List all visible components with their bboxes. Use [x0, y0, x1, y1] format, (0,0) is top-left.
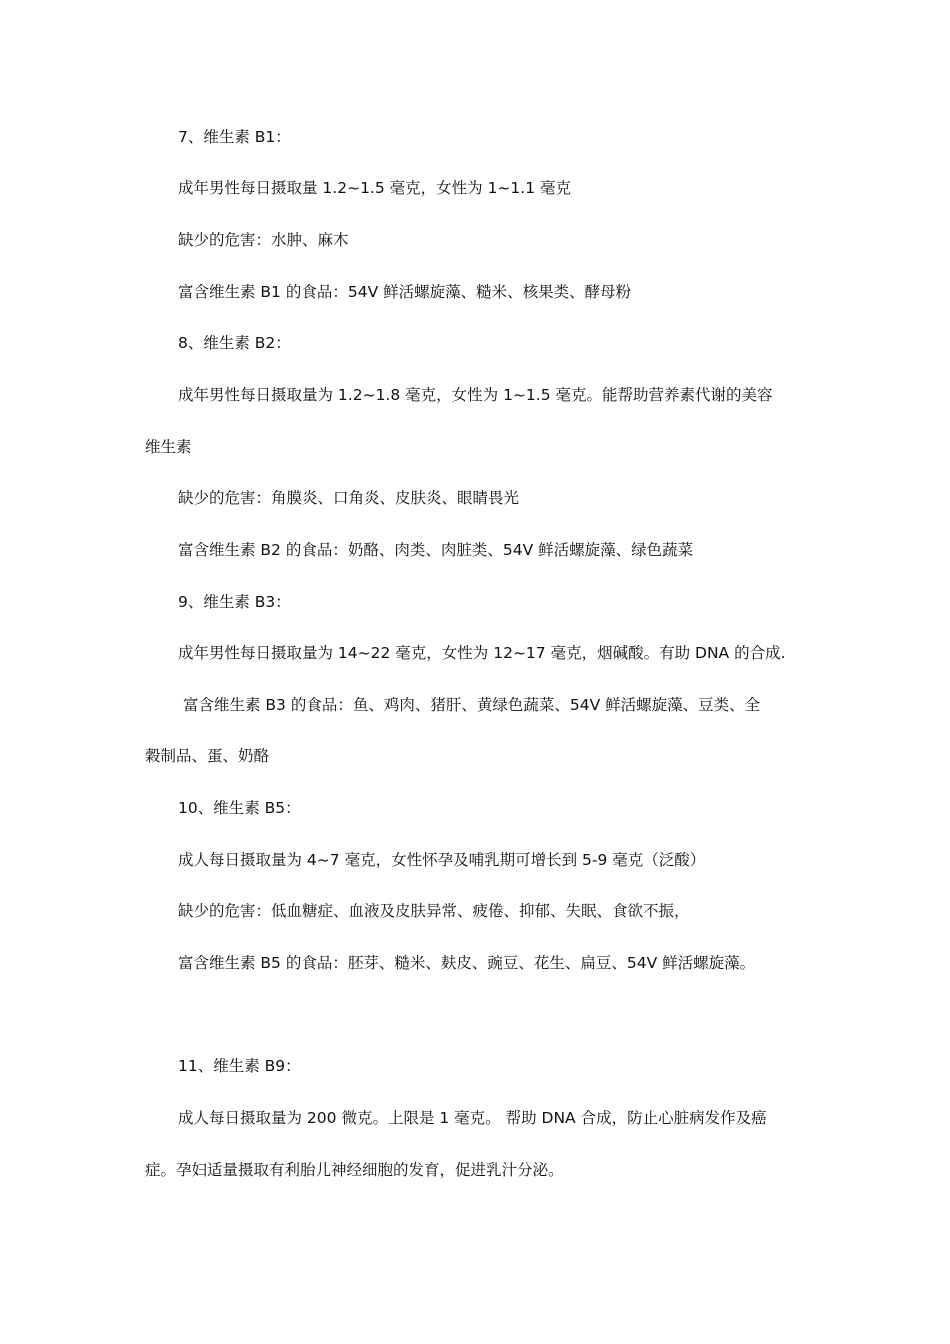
paragraph-line: 成年男性每日摄取量为 14~22 毫克，女性为 12~17 毫克，烟碱酸。有助 DNA 的合成. [178, 644, 786, 662]
paragraph-line: 成人每日摄取量为 200 微克。上限是 1 毫克。 帮助 DNA 合成，防止心脏病发作及癌 [178, 1109, 767, 1127]
paragraph-line: 症。孕妇适量摄取有利胎儿神经细胞的发育，促进乳汁分泌。 [145, 1161, 564, 1179]
section-heading: 10、维生素 B5： [178, 799, 301, 817]
paragraph-line: 缺少的危害：低血糖症、血液及皮肤异常、疲倦、抑郁、失眠、食欲不振， [178, 902, 690, 920]
paragraph-line: 成年男性每日摄取量为 1.2~1.8 毫克，女性为 1~1.5 毫克。能帮助营养素代谢的美容 [178, 386, 773, 404]
section-heading: 8、维生素 B2： [178, 334, 291, 352]
section-heading: 9、维生素 B3： [178, 593, 291, 611]
paragraph-line: 富含维生素 B5 的食品：胚芽、糙米、麸皮、豌豆、花生、扁豆、54V 鲜活螺旋藻。 [178, 954, 756, 972]
paragraph-line: 富含维生素 B1 的食品：54V 鲜活螺旋藻、糙米、核果类、酵母粉 [178, 283, 632, 301]
section-heading: 11、维生素 B9： [178, 1057, 301, 1075]
section-heading: 7、维生素 B1： [178, 128, 291, 146]
paragraph-line: 维生素 [145, 438, 192, 456]
paragraph-line: 成人每日摄取量为 4~7 毫克，女性怀孕及哺乳期可增长到 5-9 毫克（泛酸） [178, 851, 706, 869]
paragraph-line: 穀制品、蛋、奶酪 [145, 747, 270, 765]
paragraph-line: 富含维生素 B2 的食品：奶酪、肉类、肉脏类、54V 鲜活螺旋藻、绿色蔬菜 [178, 541, 694, 559]
paragraph-line: 缺少的危害：水肿、麻木 [178, 231, 349, 249]
paragraph-line: 成年男性每日摄取量 1.2~1.5 毫克，女性为 1~1.1 毫克 [178, 179, 571, 197]
paragraph-line: 缺少的危害：角膜炎、口角炎、皮肤炎、眼睛畏光 [178, 489, 520, 507]
paragraph-line: 富含维生素 B3 的食品：鱼、鸡肉、猪肝、黄绿色蔬菜、54V 鲜活螺旋藻、豆类、全 [183, 696, 761, 714]
